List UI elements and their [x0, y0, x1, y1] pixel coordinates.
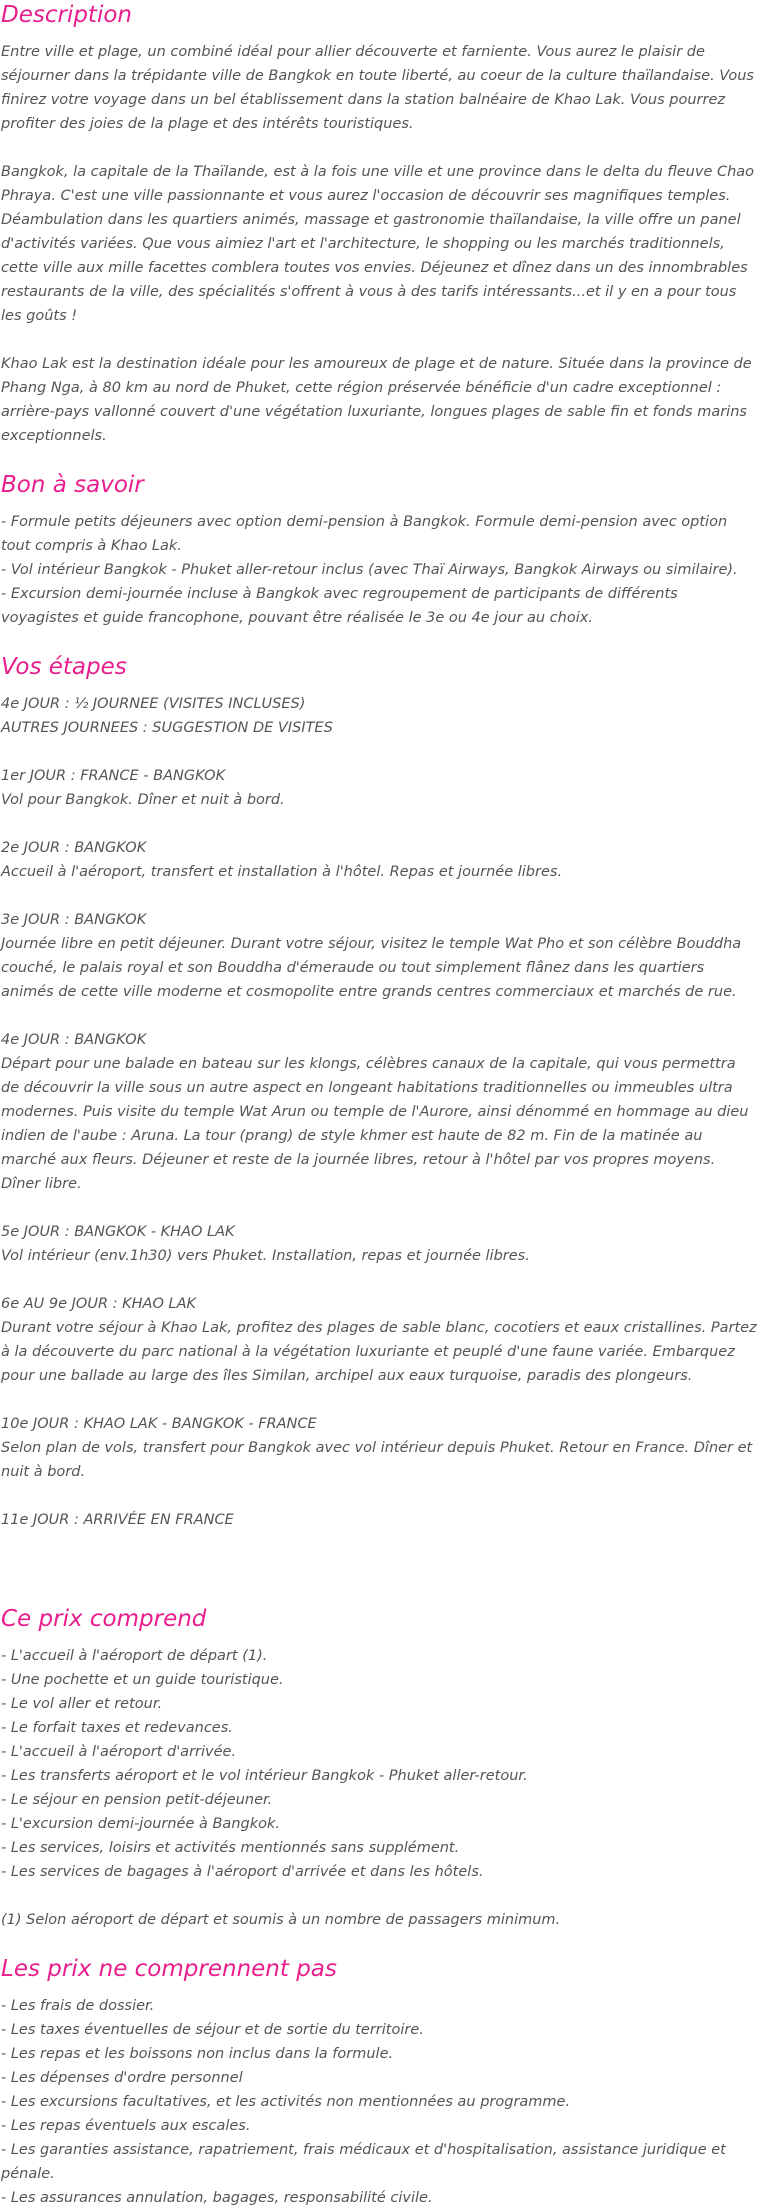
prix-comprend-note: (1) Selon aéroport de départ et soumis à un nombre de passagers minimum.	[1, 1912, 561, 1928]
description-heading: Description	[1, 2, 132, 28]
prix-ne-comprend-pas-section	[1, 1954, 757, 2210]
bon-a-savoir-heading: Bon à savoir	[1, 472, 144, 498]
bon-a-savoir-section	[1, 470, 757, 630]
list-item: - Les excursions facultatives, et les activités non mentionnées au programme.	[1, 2094, 571, 2110]
day-title: 10e JOUR : KHAO LAK - BANGKOK - FRANCE	[1, 1416, 317, 1432]
etapes-heading: Vos étapes	[1, 654, 127, 680]
description-paragraph: Entre ville et plage, un combiné idéal pour allier découverte et farniente. Vous aurez le plaisir de séjourner dans la trépidante ville de Bangkok en toute liberté, au coeur de la culture thaïlandaise. Vous finirez votre voyage dans un bel établissement dans la station balnéaire de Khao Lak. Vous pourrez profiter des joies de la plage et des intérêts touristiques.	[1, 44, 754, 132]
list-item: - L'accueil à l'aéroport d'arrivée.	[1, 1744, 237, 1760]
day-title: 11e JOUR : ARRIVÉE EN FRANCE	[1, 1512, 234, 1528]
list-item: - Les dépenses d'ordre personnel	[1, 2070, 243, 2086]
day-text: Durant votre séjour à Khao Lak, profitez des plages de sable blanc, cocotiers et eaux cristallines. Partez à la découverte du parc national à la végétation luxuriante et peuplé d'une faune variée. Embarquez pour une ballade au large des îles Similan, archipel aux eaux turquoise, paradis des plongeurs.	[1, 1320, 757, 1384]
day-text: Départ pour une balade en bateau sur les klongs, célèbres canaux de la capitale, qui vous permettra de découvrir la ville sous un autre aspect en longeant habitations traditionnelles ou immeubles ultra modernes. Puis visite du temple Wat Arun ou temple de l'Aurore, ainsi dénommé en hommage au dieu indien de l'aube : Aruna. La tour (prang) de style khmer est haute de 82 m. Fin de la matinée au marché aux fleurs. Déjeuner et reste de la journée libres, retour à l'hôtel par vos propres moyens. Dîner libre.	[1, 1056, 749, 1192]
list-item: - Les frais de dossier.	[1, 1998, 155, 2014]
day-text: Journée libre en petit déjeuner. Durant votre séjour, visitez le temple Wat Pho et son célèbre Bouddha couché, le palais royal et son Bouddha d'émeraude ou tout simplement flânez dans les quartiers animés de cette ville moderne et cosmopolite entre grands centres commerciaux et marchés de rue.	[1, 936, 742, 1000]
list-item: - L'accueil à l'aéroport de départ (1).	[1, 1648, 268, 1664]
description-paragraph: Khao Lak est la destination idéale pour les amoureux de plage et de nature. Située dans la province de Phang Nga, à 80 km au nord de Phuket, cette région préservée bénéficie d'un cadre exceptionnel : arrière-pays vallonné couvert d'une végétation luxuriante, longues plages de sable fin et fonds marins exceptionnels.	[1, 356, 752, 444]
day-title: 6e AU 9e JOUR : KHAO LAK	[1, 1296, 196, 1312]
list-item: - Le séjour en pension petit-déjeuner.	[1, 1792, 273, 1808]
list-item: - Les repas et les boissons non inclus dans la formule.	[1, 2046, 394, 2062]
list-item: - Les repas éventuels aux escales.	[1, 2118, 251, 2134]
list-item: - Excursion demi-journée incluse à Bangkok avec regroupement de participants de différents voyagistes et guide francophone, pouvant être réalisée le 3e ou 4e jour au choix.	[1, 586, 678, 626]
prix-comprend-heading: Ce prix comprend	[1, 1606, 207, 1632]
day-title: 3e JOUR : BANGKOK	[1, 912, 147, 928]
list-item: - Formule petits déjeuners avec option demi-pension à Bangkok. Formule demi-pension avec option tout compris à Khao Lak.	[1, 514, 728, 554]
list-item: - Les garanties assistance, rapatriement, frais médicaux et d'hospitalisation, assistance juridique et pénale.	[1, 2142, 726, 2182]
prix-ne-comprend-pas-heading: Les prix ne comprennent pas	[1, 1956, 337, 1982]
list-item: - Les transferts aéroport et le vol intérieur Bangkok - Phuket aller-retour.	[1, 1768, 528, 1784]
day-text: Accueil à l'aéroport, transfert et installation à l'hôtel. Repas et journée libres.	[1, 864, 563, 880]
day-title: 4e JOUR : BANGKOK	[1, 1032, 147, 1048]
list-item: - Les services, loisirs et activités mentionnés sans supplément.	[1, 1840, 460, 1856]
list-item: - Le vol aller et retour.	[1, 1696, 163, 1712]
list-item: - Les assurances annulation, bagages, responsabilité civile.	[1, 2190, 433, 2206]
list-item: - Vol intérieur Bangkok - Phuket aller-retour inclus (avec Thaï Airways, Bangkok Airways ou similaire).	[1, 562, 738, 578]
list-item: - Les services de bagages à l'aéroport d'arrivée et dans les hôtels.	[1, 1864, 484, 1880]
day-title: 1er JOUR : FRANCE - BANGKOK	[1, 768, 226, 784]
day-title: 2e JOUR : BANGKOK	[1, 840, 147, 856]
day-text: Selon plan de vols, transfert pour Bangkok avec vol intérieur depuis Phuket. Retour en France. Dîner et nuit à bord.	[1, 1440, 753, 1480]
list-item: - L'excursion demi-journée à Bangkok.	[1, 1816, 280, 1832]
description-section	[1, 0, 757, 448]
etapes-intro-line: AUTRES JOURNEES : SUGGESTION DE VISITES	[1, 720, 333, 736]
etapes-intro-line: 4e JOUR : ½ JOURNEE (VISITES INCLUSES)	[1, 696, 306, 712]
list-item: - Une pochette et un guide touristique.	[1, 1672, 284, 1688]
day-text: Vol pour Bangkok. Dîner et nuit à bord.	[1, 792, 285, 808]
list-item: - Le forfait taxes et redevances.	[1, 1720, 233, 1736]
day-text: Vol intérieur (env.1h30) vers Phuket. Installation, repas et journée libres.	[1, 1248, 530, 1264]
description-paragraph: Bangkok, la capitale de la Thaïlande, est à la fois une ville et une province dans le delta du fleuve Chao Phraya. C'est une ville passionnante et vous aurez l'occasion de découvrir ses magnifiques temples. Déambulation dans les quartiers animés, massage et gastronomie thaïlandaise, la ville offre un panel d'activités variées. Que vous aimiez l'art et l'architecture, le shopping ou les marchés traditionnels, cette ville aux mille facettes comblera toutes vos envies. Déjeunez et dînez dans un des innombrables restaurants de la ville, des spécialités s'offrent à vous à des tarifs intéressants...et il y en a pour tous les goûts !	[1, 164, 755, 324]
prix-comprend-section	[1, 1604, 757, 1932]
etapes-section	[1, 652, 757, 1532]
day-title: 5e JOUR : BANGKOK - KHAO LAK	[1, 1224, 235, 1240]
list-item: - Les taxes éventuelles de séjour et de sortie du territoire.	[1, 2022, 424, 2038]
